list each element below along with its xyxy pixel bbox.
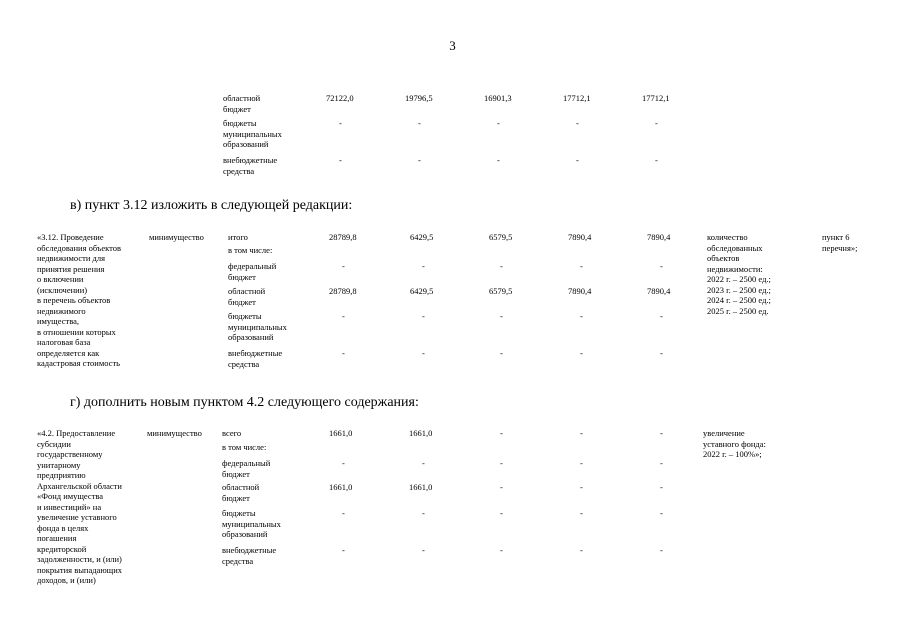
- value-cell: 28789,8: [329, 286, 357, 296]
- section-heading-v: в) пункт 3.12 изложить в следующей редакции:: [70, 198, 353, 213]
- value-cell: -: [342, 458, 345, 468]
- value-cell: 17712,1: [642, 93, 670, 103]
- value-cell: 7890,4: [568, 286, 592, 296]
- value-cell: -: [422, 508, 425, 518]
- source-label: бюджеты муниципальных образований: [223, 118, 282, 149]
- value-cell: -: [580, 311, 583, 321]
- value-cell: 28789,8: [329, 232, 357, 242]
- source-label: бюджеты муниципальных образований: [228, 311, 287, 342]
- value-cell: -: [497, 118, 500, 128]
- value-cell: -: [500, 482, 503, 492]
- section-heading-g: г) дополнить новым пунктом 4.2 следующего содержания:: [70, 395, 419, 410]
- value-cell: -: [342, 508, 345, 518]
- value-cell: -: [422, 458, 425, 468]
- value-cell: -: [580, 428, 583, 438]
- value-cell: -: [500, 428, 503, 438]
- value-cell: -: [660, 428, 663, 438]
- value-cell: -: [655, 155, 658, 165]
- source-label: областной бюджет: [228, 286, 266, 307]
- value-cell: 1661,0: [409, 428, 433, 438]
- value-cell: -: [580, 508, 583, 518]
- value-cell: 6579,5: [489, 232, 513, 242]
- value-cell: 6579,5: [489, 286, 513, 296]
- value-cell: -: [660, 311, 663, 321]
- value-cell: 7890,4: [647, 232, 671, 242]
- source-label: областной бюджет: [222, 482, 260, 503]
- source-label: бюджеты муниципальных образований: [222, 508, 281, 539]
- value-cell: -: [576, 118, 579, 128]
- executor: минимущество: [149, 232, 204, 242]
- reference-link: пункт 6 перечня»;: [822, 232, 858, 253]
- source-label: областной бюджет: [223, 93, 261, 114]
- value-cell: -: [500, 261, 503, 271]
- value-cell: -: [660, 261, 663, 271]
- value-cell: -: [660, 348, 663, 358]
- source-label: в том числе:: [222, 442, 267, 452]
- value-cell: 17712,1: [563, 93, 591, 103]
- value-cell: -: [422, 311, 425, 321]
- value-cell: -: [580, 348, 583, 358]
- source-label: федеральный бюджет: [222, 458, 271, 479]
- value-cell: -: [500, 508, 503, 518]
- value-cell: 1661,0: [329, 482, 353, 492]
- value-cell: -: [500, 348, 503, 358]
- value-cell: -: [580, 261, 583, 271]
- value-cell: -: [580, 545, 583, 555]
- source-label: внебюджетные средства: [228, 348, 283, 369]
- value-cell: -: [500, 458, 503, 468]
- value-cell: 1661,0: [409, 482, 433, 492]
- value-cell: -: [422, 545, 425, 555]
- value-cell: 6429,5: [410, 232, 434, 242]
- value-cell: -: [418, 155, 421, 165]
- value-cell: 6429,5: [410, 286, 434, 296]
- value-cell: -: [660, 508, 663, 518]
- measure-name: «3.12. Проведение обследования объектов недвижимости для принятия решения о включении (исключении) в перечень объектов недвижимого имущества, в отношении которых налоговая база определяется как кадастровая стоимость: [37, 232, 122, 368]
- value-cell: -: [422, 348, 425, 358]
- value-cell: -: [660, 482, 663, 492]
- value-cell: -: [580, 482, 583, 492]
- value-cell: -: [342, 545, 345, 555]
- value-cell: -: [580, 458, 583, 468]
- measure-name: «4.2. Предоставление субсидии государственному унитарному предприятию Архангельской области «Фонд имущества и инвестиций» на увеличение уставного фонда в целях погашения кредиторской задолженности, и (или) покрытия выпадающих доходов, и (или): [37, 428, 123, 585]
- value-cell: -: [339, 155, 342, 165]
- value-cell: 7890,4: [647, 286, 671, 296]
- value-cell: -: [339, 118, 342, 128]
- source-label: федеральный бюджет: [228, 261, 277, 282]
- source-label: всего: [222, 428, 242, 438]
- value-cell: 72122,0: [326, 93, 354, 103]
- source-label: внебюджетные средства: [223, 155, 278, 176]
- source-label: итого: [228, 232, 248, 242]
- executor: минимущество: [147, 428, 202, 438]
- value-cell: 16901,3: [484, 93, 512, 103]
- source-label: в том числе:: [228, 245, 273, 255]
- value-cell: -: [342, 311, 345, 321]
- value-cell: -: [660, 545, 663, 555]
- value-cell: -: [497, 155, 500, 165]
- value-cell: 7890,4: [568, 232, 592, 242]
- target-indicator: увеличение уставного фонда: 2022 г. – 100%»;: [703, 428, 766, 459]
- page-number: 3: [449, 38, 456, 53]
- value-cell: 19796,5: [405, 93, 433, 103]
- value-cell: -: [500, 311, 503, 321]
- value-cell: -: [418, 118, 421, 128]
- value-cell: -: [576, 155, 579, 165]
- value-cell: -: [342, 348, 345, 358]
- value-cell: -: [342, 261, 345, 271]
- source-label: внебюджетные средства: [222, 545, 277, 566]
- value-cell: -: [660, 458, 663, 468]
- value-cell: -: [655, 118, 658, 128]
- target-indicator: количество обследованных объектов недвижимости: 2022 г. – 2500 ед.; 2023 г. – 2500 ед.; 2024 г. – 2500 ед.; 2025 г. – 2500 ед.: [707, 232, 771, 316]
- value-cell: 1661,0: [329, 428, 353, 438]
- value-cell: -: [500, 545, 503, 555]
- value-cell: -: [422, 261, 425, 271]
